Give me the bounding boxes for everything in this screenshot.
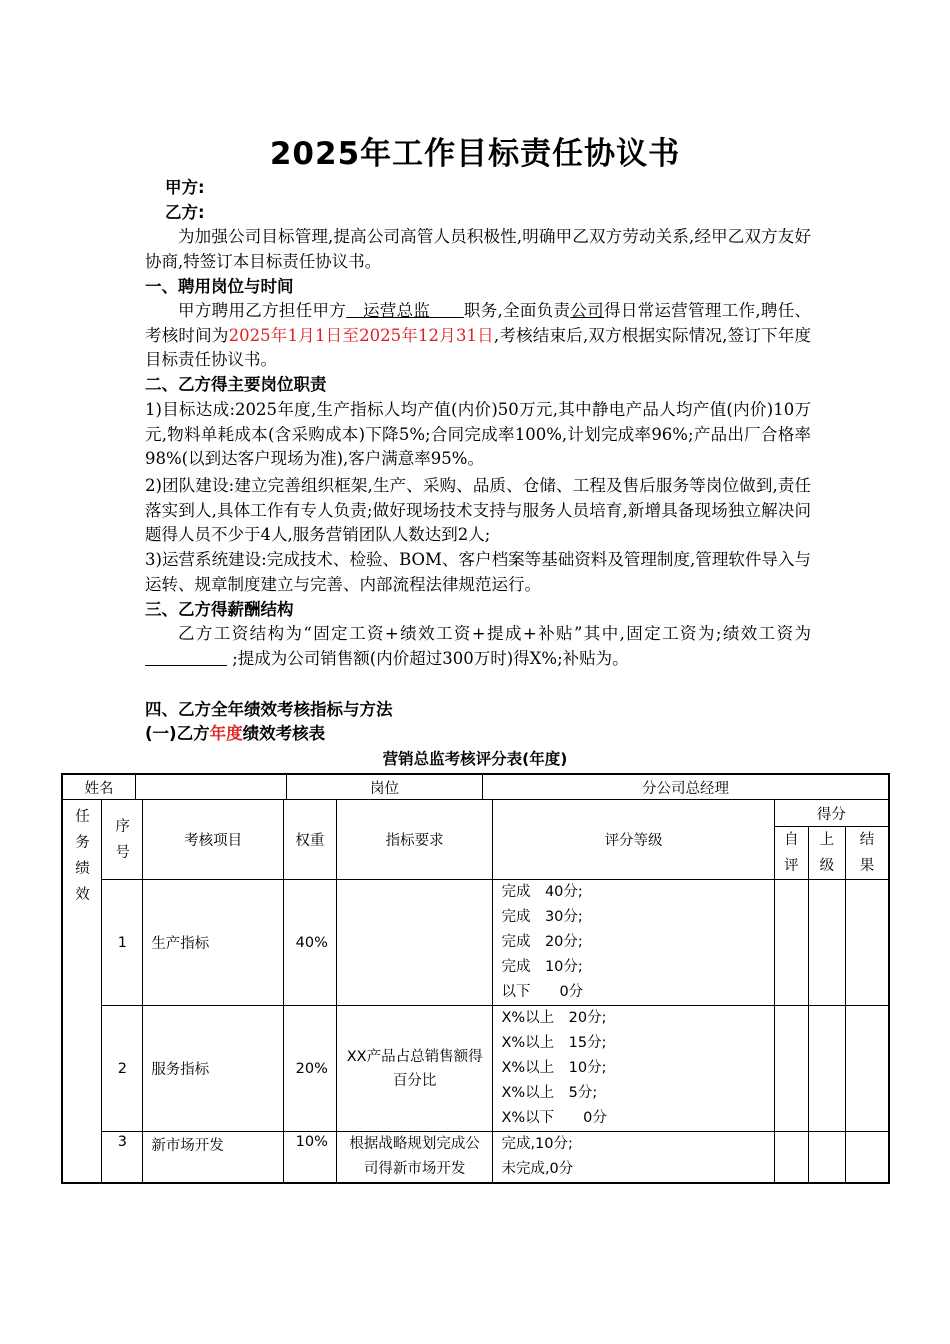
s1-text-c: 得日常运营管理工作,聘任、考核时间为 <box>145 301 812 345</box>
superior-score-cell[interactable] <box>808 1006 845 1132</box>
post-value: 分公司总经理 <box>483 774 890 800</box>
s3-text-a: 乙方工资结构为“固定工资+绩效工资+提成+补贴”其中,固定工资为 <box>178 624 716 643</box>
self-header-text: 自评 <box>784 832 799 874</box>
req-header: 指标要求 <box>336 800 493 880</box>
post-label: 岗位 <box>287 774 483 800</box>
grade-line: X%以上 10分; <box>501 1060 607 1076</box>
self-score-cell[interactable] <box>774 1006 808 1132</box>
info-table <box>61 773 890 800</box>
duty-3-paragraph: 3)运营系统建设:完成技术、检验、BOM、客户档案等基础资料及管理制度,管理软件导入与运转、规章制度建立与完善、内部流程法律规范运行。 <box>145 550 811 594</box>
score-table <box>61 799 890 1184</box>
grade-line: X%以上 5分; <box>501 1085 598 1101</box>
section-4-heading: 四、乙方全年绩效考核指标与方法 <box>145 700 393 719</box>
row-weight: 10% <box>283 1132 336 1184</box>
seq-header-text: 序号 <box>115 818 130 861</box>
table-row <box>62 880 889 1006</box>
grade-line: 未完成,0分 <box>501 1161 574 1177</box>
grade-line: X%以上 20分; <box>501 1010 607 1026</box>
row-item: 生产指标 <box>143 880 284 1006</box>
grade-header: 评分等级 <box>493 800 774 880</box>
table-row <box>62 1132 889 1184</box>
row-grades <box>493 880 774 1006</box>
s3-text-c: ;提成为公司销售额(内价超过300万时)得X%;补贴为 <box>232 648 613 668</box>
company-field: 公司 <box>570 301 604 320</box>
grade-line: 以下 0分 <box>501 984 584 1000</box>
item-header: 考核项目 <box>143 800 284 880</box>
grade-line: X%以下 0分 <box>501 1110 607 1126</box>
row-req: 根据战略规划完成公司得新市场开发 <box>336 1132 493 1184</box>
seq-header <box>102 800 143 880</box>
result-header-text: 结果 <box>859 832 875 874</box>
sub-text-a: (一)乙方 <box>145 724 210 743</box>
party-a-label: 甲方: <box>165 178 205 197</box>
result-header <box>845 827 889 880</box>
row-item: 服务指标 <box>143 1006 284 1132</box>
section-1-paragraph <box>145 299 811 373</box>
row-grades <box>493 1132 774 1184</box>
superior-header-text: 上级 <box>819 832 835 874</box>
grade-line: X%以上 15分; <box>501 1035 607 1051</box>
self-score-cell[interactable] <box>774 1132 808 1184</box>
row-req: XX产品占总销售额得百分比 <box>336 1006 493 1132</box>
position-field: 运营总监 <box>346 301 464 320</box>
table-caption: 营销总监考核评分表(年度) <box>382 750 568 768</box>
row-seq: 2 <box>102 1006 143 1132</box>
name-value <box>136 774 287 800</box>
section-3-paragraph <box>145 622 811 671</box>
row-item: 新市场开发 <box>143 1132 284 1184</box>
row-weight: 40% <box>283 880 336 1006</box>
result-score-cell[interactable] <box>845 880 889 1006</box>
sub-text-red: 年度 <box>209 724 243 743</box>
superior-score-cell[interactable] <box>808 1132 845 1184</box>
section-1-heading: 一、聘用岗位与时间 <box>145 277 294 296</box>
row-seq: 3 <box>102 1132 143 1184</box>
s1-text-d: ,考核结束后,双方根据实际情况,签订下年度目标责任协议书。 <box>145 325 811 369</box>
superior-score-cell[interactable] <box>808 880 845 1006</box>
self-header <box>774 827 808 880</box>
s1-text-a: 甲方聘用乙方担任甲方 <box>178 301 347 320</box>
category-cell <box>62 800 102 1184</box>
name-label: 姓名 <box>62 774 136 800</box>
page-title: 2025年工作目标责任协议书 <box>269 136 681 172</box>
row-req <box>336 880 493 1006</box>
sub-text-b: 绩效考核表 <box>242 724 326 743</box>
grade-line: 完成 20分; <box>501 934 583 950</box>
section-2-heading: 二、乙方得主要岗位职责 <box>145 375 327 394</box>
score-header: 得分 <box>774 800 889 827</box>
grade-line: 完成 40分; <box>501 884 583 900</box>
s3-text-b: ;绩效工资为 <box>715 624 812 643</box>
duty-2-paragraph: 2)团队建设:建立完善组织框架,生产、采购、品质、仓储、工程及售后服务等岗位做到,责任落实到人,具体工作有专人负责;做好现场技术支持与服务人员培育,新增具备现场独立解决问题得人员不少于4人,服务营销团队人数达到2人; <box>145 476 811 544</box>
performance-pay-blank <box>145 649 227 666</box>
duty-1-paragraph: 1)目标达成:2025年度,生产指标人均产值(内价)50万元,其中静电产品人均产值(内价)10万元,物料单耗成本(含采购成本)下降5%;合同完成率100%,计划完成率96%;产品出厂合格率98%(以到达客户现场为准),客户满意率95%。 <box>145 400 811 468</box>
grade-line: 完成,10分; <box>501 1136 573 1152</box>
superior-header <box>808 827 845 880</box>
grade-line: 完成 30分; <box>501 909 583 925</box>
s3-text-d: 。 <box>612 648 629 668</box>
party-b-label: 乙方: <box>165 203 205 222</box>
row-weight: 20% <box>283 1006 336 1132</box>
table-row <box>62 1006 889 1132</box>
result-score-cell[interactable] <box>845 1132 889 1184</box>
category-label: 任务绩效 <box>75 809 90 903</box>
grade-line: 完成 10分; <box>501 959 583 975</box>
intro-paragraph: 为加强公司目标管理,提高公司高管人员积极性,明确甲乙双方劳动关系,经甲乙双方友好协商,特签订本目标责任协议书。 <box>145 227 811 271</box>
row-grades <box>493 1006 774 1132</box>
weight-header: 权重 <box>283 800 336 880</box>
term-dates: 2025年1月1日至2025年12月31日 <box>228 325 494 345</box>
row-seq: 1 <box>102 880 143 1006</box>
s1-text-b: 职务,全面负责 <box>463 301 571 320</box>
subsection-heading <box>145 722 810 746</box>
result-score-cell[interactable] <box>845 1006 889 1132</box>
section-3-heading: 三、乙方得薪酬结构 <box>145 600 294 619</box>
self-score-cell[interactable] <box>774 880 808 1006</box>
